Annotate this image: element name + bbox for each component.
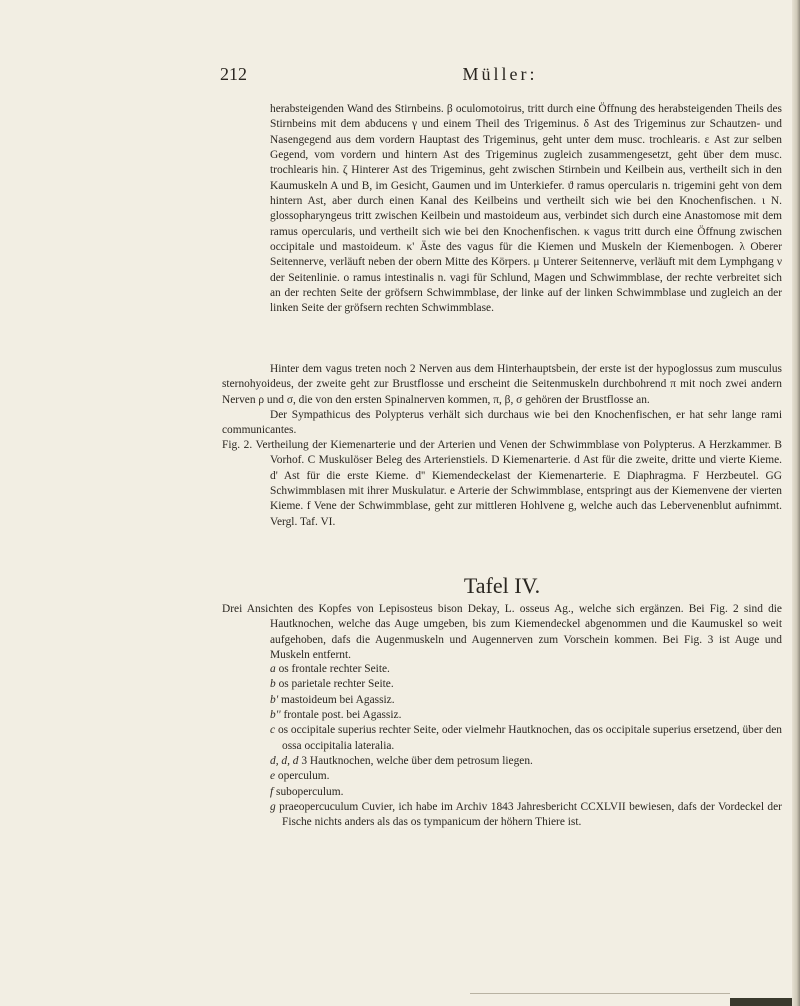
legend-item [270,662,782,677]
legend-key: b [270,678,276,691]
legend-item [270,769,782,784]
paragraph-text: Fig. 2. Vertheilung der Kiemenarterie und der Arterien und Venen der Schwimmblase von Polypterus. A Herzkammer. B Vorhof. C Muskulöser Beleg des Arterienstiels. D Kiemenarterie. d Ast für die zweite, dritte und vierte Kieme. d' Ast für die erste Kieme. d'' Kiemendeckelast der Kiemenarterie. E Diaphragma. F Herzbeutel. GG Schwimmblasen mit ihrer Muskulatur. e Arterie der Schwimmblase, entspringt aus der Kiemenvene der vierten Kieme. f Vene der Schwimmblase, geht zur mittleren Hohlvene g, welche auch das Lebervenenblut aufnimmt. Vergl. Taf. VI. [222,439,782,528]
page-edge-dark-strip [730,998,792,1006]
legend-text: operculum. [277,770,330,783]
nerve-description-paragraph [270,102,782,317]
legend-key: d, d, d [270,755,299,768]
figure-2-caption [222,438,782,530]
paragraph-text: Drei Ansichten des Kopfes von Lepisosteus bison Dekay, L. osseus Ag., welche sich ergänzen. Bei Fig. 2 sind die Hautknochen, welche das Auge umgeben, bis zum Kiemendeckel abgenommen und die Kaumuskel so weit aufgehoben, dafs die Augenmuskeln und Augennerven zum Vorschein kommen. Bei Fig. 3 ist Auge und Muskeln entfernt. [222,603,782,662]
legend-item [270,677,782,692]
legend-item [270,800,782,831]
plate-title: Tafel IV. [463,573,541,598]
legend-text: os parietale rechter Seite. [278,678,394,691]
sympathicus-paragraph [222,408,782,439]
legend-text: mastoideum bei Agassiz. [281,693,395,706]
vagus-paragraph [222,362,782,408]
bottom-rule [470,993,730,994]
legend-key: a [270,663,276,675]
legend-item [270,754,782,769]
legend-key: g [270,801,276,814]
plate-intro-paragraph [222,602,782,663]
legend-key: c [270,724,276,737]
running-title: Müller: [462,64,538,84]
legend-item [270,785,782,800]
page-header [220,64,780,86]
paragraph-text: Hinter dem vagus treten noch 2 Nerven aus dem Hinterhauptsbein, der erste ist der hypoglossus zum musculus sternohyoideus, der zweite geht zur Brustflosse und erscheint die Seitenmuskeln durchbohrend π mit noch zwei andern Nerven ρ und σ, die von den ersten Spinalnerven kommen, π, β, σ gehören der Brustflosse an. [222,363,782,406]
legend-key: b' [270,693,279,706]
legend-item [270,723,782,754]
legend-text: frontale post. bei Agassiz. [283,709,402,722]
legend-text: os frontale rechter Seite. [278,663,390,675]
legend-text: os occipitale superius rechter Seite, oder vielmehr Hautknochen, das os occipitale superius ersetzend, über den ossa occipitalia lateralia. [277,724,782,752]
legend-text: suboperculum. [276,785,344,798]
plate-legend [270,662,782,831]
legend-key: f [270,785,274,798]
legend-key: e [270,770,276,783]
legend-item [270,693,782,708]
page-edge-shadow [792,0,800,1006]
paragraph-text: Der Sympathicus des Polypterus verhält sich durchaus wie bei den Knochenfischen, er hat sehr lange rami communicantes. [222,409,782,437]
page-number: 212 [220,64,247,84]
legend-text: praeopercuculum Cuvier, ich habe im Archiv 1843 Jahresbericht CCXLVII bewiesen, dafs der Vordeckel der Fische nichts anders als das os tympanicum der höhern Thiere ist. [279,801,782,829]
legend-text: 3 Hautknochen, welche über dem petrosum liegen. [301,755,533,768]
paragraph-text: herabsteigenden Wand des Stirnbeins. β oculomotoirus, tritt durch eine Öffnung des herabsteigenden Theils des Stirnbeins mit dem abducens γ und einem Theil des Trigeminus. δ Ast des Trigeminus zur Schautzen- und Nasengegend aus dem vordern Hauptast des Trigeminus, geht unter dem musc. trochlearis. ε Ast zur selben Gegend, vom vordern und hintern Ast des Trigeminus zugleich zusammengesetzt, geht über dem musc. trochlearis hin. ζ Hinterer Ast des Trigeminus, geht zwischen Stirnbein und Keilbein aus, vertheilt sich in den Kaumuskeln A und B, im Gesicht, Gaumen und im Unterkiefer. ϑ ramus opercularis n. trigemini geht von dem hintern Ast, aber durch einen Kanal des Keilbeins und vertheilt sich wie bei den Knochenfischen. ι N. glossopharyngeus tritt zwischen Keilbein und mastoideum aus, verbindet sich durch eine Anastomose mit dem ramus opercularis, und vertheilt sich wie bei den Knochenfischen. κ vagus tritt durch eine Öffnung zwischen occipitale und mastoideum. κ' Äste des vagus für die Kiemen und Muskeln der Kiemenbogen. λ Oberer Seitennerve, verläuft neben der obern Mitte des Körpers. μ Unterer Seitennerve, verläuft mit dem Lymphgang ν der Seitenlinie. ο ramus intestinalis n. vagi für Schlund, Magen und Schwimmblase, der rechte verbreitet sich an der rechten Seite der gröfsern Schwimmblase, der linke auf der linken Schwimmblase und zugleich an der linken Seite der gröfsern rechten Schwimmblase. [270,103,782,315]
legend-key: b'' [270,709,281,722]
legend-item [270,708,782,723]
